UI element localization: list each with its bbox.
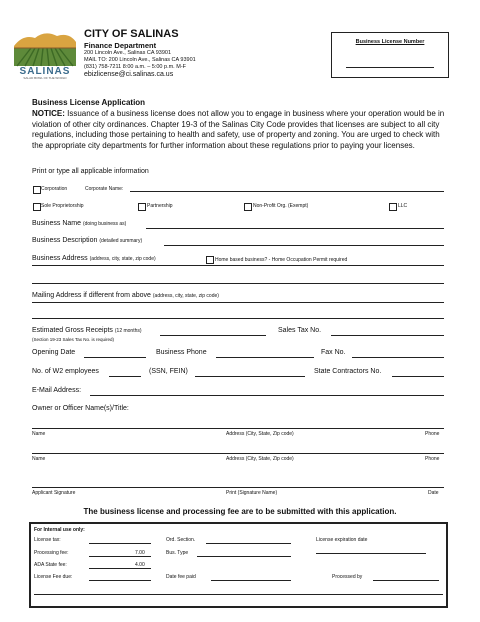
owner-row-2-phone: Phone	[425, 456, 440, 462]
business-description-note: (detailed summary)	[99, 238, 143, 244]
fax-label: Fax No.	[321, 349, 346, 356]
mailing-address-text: Mailing Address if different from above	[32, 292, 151, 299]
processed-by-field[interactable]	[373, 580, 439, 581]
business-address-field-2[interactable]	[32, 283, 444, 284]
w2-employees-field[interactable]	[109, 376, 141, 377]
partnership-checkbox[interactable]	[138, 203, 146, 211]
license-number-field[interactable]	[346, 67, 434, 68]
business-name-field[interactable]	[146, 228, 444, 229]
department-name: Finance Department	[84, 41, 157, 50]
mailing-address-field-1[interactable]	[32, 302, 444, 303]
state-contractors-label: State Contractors No.	[314, 368, 382, 375]
logo-text: SALINAS	[19, 66, 71, 77]
fee-notice: The business license and processing fee are to be submitted with this application.	[83, 507, 397, 516]
sales-tax-label: Sales Tax No.	[278, 327, 322, 334]
business-phone-field[interactable]	[216, 357, 314, 358]
partnership-label: Partnership	[147, 203, 173, 209]
mailing-address-field-2[interactable]	[32, 318, 444, 319]
opening-date-field[interactable]	[84, 357, 146, 358]
gross-receipts-sub: (Section 19-23 Sales Tax No. is required)	[32, 337, 114, 342]
corporation-label: Corporation	[41, 186, 68, 192]
home-based-label: Home based business? - Home Occupation Permit required	[215, 257, 348, 263]
internal-use-box	[29, 522, 448, 608]
gross-receipts-label	[32, 327, 142, 334]
logo-tagline: SALAD BOWL OF THE WORLD	[23, 76, 67, 80]
sole-proprietorship-checkbox[interactable]	[33, 203, 41, 211]
license-expiration-field[interactable]	[316, 553, 426, 554]
llc-checkbox[interactable]	[389, 203, 397, 211]
owner-row-1-name: Name	[32, 431, 46, 437]
business-description-text: Business Description	[32, 237, 98, 244]
ada-fee-field[interactable]	[89, 568, 151, 569]
print-instruction: Print or type all applicable information	[32, 168, 149, 175]
w2-employees-label: No. of W2 employees	[32, 368, 99, 375]
applicant-signature-label: Applicant Signature	[32, 490, 76, 496]
ada-fee-value: 4.00	[135, 562, 145, 568]
processing-fee-field[interactable]	[89, 556, 151, 557]
business-description-field[interactable]	[164, 245, 444, 246]
print-name-label: Print (Signature Name)	[226, 490, 278, 496]
email-label: E-Mail Address:	[32, 387, 82, 394]
state-contractors-field[interactable]	[392, 376, 444, 377]
license-tax-label: License tax:	[34, 537, 61, 543]
processing-fee-label: Processing fee:	[34, 550, 69, 556]
non-profit-checkbox[interactable]	[244, 203, 252, 211]
email-field[interactable]	[90, 395, 444, 396]
mailing-address-note: (address, city, state, zip code)	[152, 293, 219, 299]
business-name-text: Business Name	[32, 220, 82, 227]
mailing-address-label	[32, 292, 219, 299]
owner-row-2-name: Name	[32, 456, 46, 462]
home-based-checkbox[interactable]	[206, 256, 214, 264]
signature-field[interactable]	[32, 487, 444, 488]
mail-to-address: MAIL TO: 200 Lincoln Ave., Salinas CA 93901	[84, 57, 196, 63]
bus-type-label: Bus. Type	[166, 550, 189, 556]
business-name-label	[32, 220, 126, 227]
corporate-name-label: Corporate Name:	[85, 186, 124, 192]
ssn-fein-label: (SSN, FEIN)	[149, 368, 188, 375]
internal-notes-field[interactable]	[34, 594, 443, 595]
department-address: 200 Lincoln Ave., Salinas CA 93901	[84, 50, 172, 56]
business-description-label	[32, 237, 142, 244]
internal-use-title: For Internal use only:	[34, 527, 85, 533]
contact-email: ebizlicense@ci.salinas.ca.us	[84, 71, 174, 78]
date-fee-paid-label: Date fee paid	[166, 574, 196, 580]
notice-label: NOTICE:	[32, 109, 65, 118]
ord-section-field[interactable]	[206, 543, 291, 544]
owner-officer-label: Owner or Officer Name(s)/Title:	[32, 405, 129, 412]
phone-hours: (831) 758-7211 8:00 a.m. – 5:00 p.m. M-F	[84, 64, 187, 70]
business-address-note: (address, city, state, zip code)	[89, 256, 156, 262]
form-title: Business License Application	[32, 98, 146, 107]
owner-officer-field[interactable]	[32, 428, 444, 429]
owner-row-1-phone: Phone	[425, 431, 440, 437]
processing-fee-value: 7.00	[135, 550, 145, 556]
ada-fee-label: ADA State fee:	[34, 562, 67, 568]
bus-type-field[interactable]	[197, 556, 291, 557]
processed-by-label: Processed by	[332, 574, 363, 580]
business-phone-label: Business Phone	[156, 349, 207, 356]
llc-label: LLC	[398, 203, 408, 209]
license-expiration-label: License expiration date	[316, 537, 368, 543]
gross-receipts-text: Estimated Gross Receipts	[32, 327, 113, 334]
ord-section-label: Ord. Section.	[166, 537, 196, 543]
owner-row-2-address: Address (City, State, Zip code)	[226, 456, 294, 462]
fax-field[interactable]	[352, 357, 444, 358]
notice-text: Issuance of a business license does not allow you to engage in business where your operation would be in violation of other city ordinances. Chapter 19-3 of the Salinas City Code provides that licenses are subject to all city regulations, including those pertaining to health and safety, use of property and zoning. You are urged to check with the appropriate city departments for further information about these regulations prior to paying your licenses.	[32, 109, 445, 150]
non-profit-label: Non-Profit Org. (Exempt)	[253, 203, 309, 209]
city-logo	[11, 26, 79, 78]
ssn-fein-field[interactable]	[195, 376, 305, 377]
signature-date-label: Date	[428, 490, 439, 496]
license-number-box	[331, 32, 449, 78]
corporation-checkbox[interactable]	[33, 186, 41, 194]
city-name: CITY OF SALINAS	[84, 28, 179, 40]
gross-receipts-field[interactable]	[160, 335, 266, 336]
license-tax-field[interactable]	[89, 543, 151, 544]
opening-date-label: Opening Date	[32, 349, 76, 356]
license-fee-due-label: License Fee due:	[34, 574, 73, 580]
sole-proprietorship-label: Sole Proprietorship	[41, 203, 84, 209]
license-number-label: Business License Number	[355, 39, 425, 45]
owner-row-2-field[interactable]	[32, 453, 444, 454]
business-name-note: (doing business as)	[82, 221, 127, 227]
business-address-field-1[interactable]	[32, 265, 444, 266]
sales-tax-field[interactable]	[331, 335, 444, 336]
license-fee-due-field[interactable]	[89, 580, 151, 581]
business-address-text: Business Address	[32, 255, 88, 262]
gross-receipts-note: (12 months)	[114, 328, 142, 334]
owner-row-1-address: Address (City, State, Zip code)	[226, 431, 294, 437]
business-address-label	[32, 255, 156, 262]
notice	[32, 109, 448, 151]
corporate-name-field[interactable]	[130, 191, 444, 192]
date-fee-paid-field[interactable]	[211, 580, 291, 581]
